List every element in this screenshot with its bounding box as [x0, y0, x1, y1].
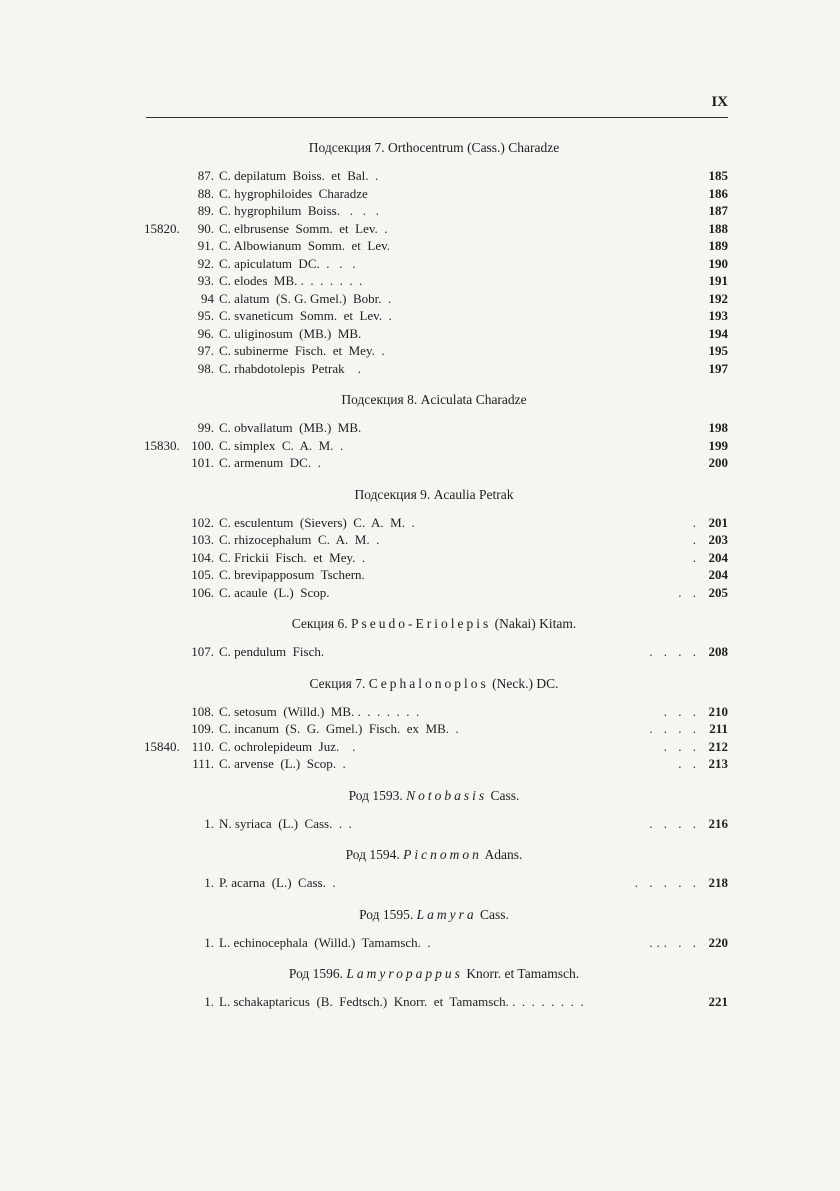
- taxon-name: N. syriaca (L.) Cass. . .: [219, 815, 352, 831]
- heading-prefix: Секция 6.: [291, 616, 351, 631]
- entry-number: 91.: [197, 238, 214, 253]
- list-item: [0, 874, 840, 892]
- heading-prefix: Подсекция 7.: [308, 140, 388, 155]
- list-item: [0, 167, 840, 185]
- list-item: [0, 307, 840, 325]
- entry-list: [0, 934, 840, 952]
- page-reference: 205: [708, 584, 728, 600]
- page-reference: 203: [708, 532, 728, 547]
- entry-number: 106.: [191, 584, 214, 600]
- section-heading: [0, 615, 840, 633]
- section-heading: [0, 906, 840, 924]
- entry-number: 110.: [191, 738, 214, 754]
- entry-number: 100.: [191, 437, 214, 453]
- heading-suffix: Adans.: [481, 847, 523, 862]
- heading-prefix: Род 1594.: [345, 847, 404, 862]
- heading-suffix: Cass.: [487, 787, 520, 803]
- list-item: [0, 325, 840, 343]
- list-item: [0, 815, 840, 833]
- entry-number: 94: [201, 290, 214, 306]
- leader-dots: . . . . .: [634, 875, 700, 890]
- taxon-name: C. ochrolepideum Juz. .: [219, 738, 356, 754]
- list-item: [0, 255, 840, 273]
- page-reference: 220: [708, 934, 728, 950]
- list-item: [0, 437, 840, 455]
- entry-number: 104.: [191, 549, 214, 565]
- heading-prefix: Подсекция 8.: [341, 392, 421, 407]
- taxon-name: C. incanum (S. G. Gmel.) Fisch. ex MB. .: [219, 721, 459, 736]
- list-item: [0, 720, 840, 738]
- list-item: [0, 703, 840, 721]
- entry-number: 93.: [197, 273, 214, 288]
- entry-number: 103.: [191, 532, 214, 547]
- page-reference: 187: [708, 203, 728, 218]
- taxon-name: C. elodes MB. . . . . . . .: [219, 273, 363, 288]
- leader-dots: . . . .: [649, 644, 700, 659]
- entry-number: 87.: [197, 168, 214, 183]
- entry-list: [0, 815, 840, 833]
- entry-number: 109.: [191, 721, 214, 736]
- heading-name: Orthocentrum: [387, 140, 464, 155]
- catalog-number: 15840.: [144, 738, 180, 754]
- heading-name: Pseudo-Eriolepis: [350, 616, 492, 631]
- section-heading: [0, 965, 840, 983]
- heading-name: Lamyropappus: [346, 966, 463, 981]
- heading-name: Picnomon: [403, 847, 482, 862]
- taxon-name: C. rhizocephalum C. A. M. .: [219, 532, 380, 547]
- taxon-name: C. hygrophilum Boiss. . . .: [219, 203, 379, 218]
- entry-number: 1.: [204, 815, 214, 831]
- heading-name: Lamyra: [416, 906, 477, 922]
- taxon-name: C. esculentum (Sievers) C. A. M. .: [219, 514, 415, 530]
- leader-dots: . .: [678, 584, 700, 600]
- entry-number: 97.: [197, 343, 214, 358]
- page-reference: 198: [708, 420, 728, 435]
- entry-number: 1.: [204, 875, 214, 890]
- page-reference: 199: [708, 437, 728, 453]
- entry-number: 105.: [191, 567, 214, 582]
- entry-number: 88.: [197, 185, 214, 201]
- heading-name: Aciculata: [420, 392, 473, 407]
- list-item: [0, 237, 840, 255]
- leader-dots: . .: [678, 756, 700, 771]
- list-item: [0, 290, 840, 308]
- entry-number: 1.: [204, 994, 214, 1009]
- catalog-number: 15820.: [144, 220, 180, 236]
- page-reference: 211: [709, 721, 728, 736]
- page-reference: 191: [708, 273, 728, 288]
- entry-number: 98.: [197, 360, 214, 376]
- list-item: [0, 993, 840, 1011]
- heading-prefix: Род 1595.: [359, 906, 417, 922]
- leader-dots: ... . .: [649, 934, 700, 950]
- heading-suffix: Knorr. et Tamamsch.: [462, 966, 580, 981]
- taxon-name: C. simplex C. A. M. .: [219, 437, 344, 453]
- list-item: [0, 531, 840, 549]
- heading-suffix: Cass.: [476, 906, 509, 922]
- page-reference: 204: [708, 567, 728, 582]
- catalog-number: 15830.: [144, 437, 180, 453]
- taxon-name: C. acaule (L.) Scop.: [219, 584, 330, 600]
- entry-list: [0, 419, 840, 472]
- leader-dots: . . .: [663, 738, 700, 754]
- taxon-name: C. uliginosum (MB.) MB.: [219, 325, 362, 341]
- section-heading: [0, 675, 840, 693]
- page-reference: 212: [708, 738, 728, 754]
- leader-dots: . . . .: [649, 815, 700, 831]
- taxon-name: C. armenum DC. .: [219, 455, 321, 470]
- list-item: [0, 755, 840, 773]
- entry-number: 90.: [197, 220, 214, 236]
- taxon-name: C. hygrophiloides Charadze: [219, 185, 368, 201]
- page-reference: 221: [708, 994, 728, 1009]
- entry-number: 101.: [191, 455, 214, 470]
- entry-number: 1.: [204, 934, 214, 950]
- taxon-name: C. apiculatum DC. . . .: [219, 255, 356, 271]
- heading-prefix: Подсекция 9.: [354, 486, 434, 502]
- page-reference: 190: [708, 255, 728, 271]
- section-heading: [0, 846, 840, 864]
- taxon-name: P. acarna (L.) Cass. .: [219, 875, 336, 890]
- taxon-name: C. depilatum Boiss. et Bal. .: [219, 168, 379, 183]
- list-item: [0, 360, 840, 378]
- section-heading: [0, 787, 840, 805]
- page-reference: 216: [708, 815, 728, 831]
- list-item: [0, 584, 840, 602]
- heading-prefix: Род 1596.: [288, 966, 347, 981]
- leader-dots: .: [692, 514, 700, 530]
- heading-suffix: (Cass.) Charadze: [463, 140, 560, 155]
- list-item: [0, 220, 840, 238]
- list-item: [0, 185, 840, 203]
- list-item: [0, 342, 840, 360]
- section-heading: [0, 486, 840, 504]
- page-reference: 204: [708, 549, 728, 565]
- list-item: [0, 934, 840, 952]
- taxon-name: C. elbrusense Somm. et Lev. .: [219, 220, 388, 236]
- entry-number: 96.: [197, 325, 214, 341]
- taxon-name: C. svaneticum Somm. et Lev. .: [219, 308, 392, 323]
- page-reference: 200: [708, 455, 728, 470]
- entry-list: [0, 643, 840, 661]
- leader-dots: . . .: [663, 703, 700, 719]
- heading-name: Cephalonoplos: [368, 675, 489, 691]
- section-heading: [0, 139, 840, 157]
- taxon-name: C. pendulum Fisch.: [219, 644, 325, 659]
- page-reference: 213: [708, 756, 728, 771]
- page-reference: 197: [708, 360, 728, 376]
- taxon-name: C. alatum (S. G. Gmel.) Bobr. .: [219, 290, 392, 306]
- taxon-name: C. arvense (L.) Scop. .: [219, 756, 346, 771]
- taxon-name: L. schakaptaricus (B. Fedtsch.) Knorr. et Tamamsch. . . . . . . . .: [219, 994, 584, 1009]
- leader-dots: .: [692, 549, 700, 565]
- entry-number: 111.: [192, 756, 214, 771]
- list-item: [0, 272, 840, 290]
- heading-name: Acaulia: [433, 486, 476, 502]
- entry-number: 107.: [191, 644, 214, 659]
- page-reference: 195: [708, 343, 728, 358]
- heading-prefix: Секция 7.: [309, 675, 369, 691]
- taxon-name: C. Frickii Fisch. et Mey. .: [219, 549, 366, 565]
- page-reference: 194: [708, 325, 728, 341]
- leader-dots: . . . .: [649, 721, 700, 736]
- entry-number: 108.: [191, 703, 214, 719]
- list-item: [0, 419, 840, 437]
- leader-dots: .: [692, 532, 700, 547]
- list-item: [0, 643, 840, 661]
- entry-number: 99.: [197, 420, 214, 435]
- entry-list: [0, 703, 840, 773]
- taxon-name: C. Albowianum Somm. et Lev.: [219, 238, 391, 253]
- heading-suffix: Charadze: [472, 392, 527, 407]
- list-item: [0, 454, 840, 472]
- section-heading: [0, 391, 840, 409]
- taxon-name: C. subinerme Fisch. et Mey. .: [219, 343, 385, 358]
- heading-suffix: (Neck.) DC.: [488, 675, 559, 691]
- list-item: [0, 738, 840, 756]
- entry-list: [0, 874, 840, 892]
- entry-list: [0, 993, 840, 1011]
- page-reference: 208: [708, 644, 728, 659]
- entry-number: 95.: [197, 308, 214, 323]
- page-reference: 201: [708, 514, 728, 530]
- page-reference: 189: [708, 238, 728, 253]
- entry-number: 102.: [191, 514, 214, 530]
- heading-prefix: Род 1593.: [348, 787, 407, 803]
- entry-number: 92.: [197, 255, 214, 271]
- page-reference: 218: [708, 875, 728, 890]
- page-reference: 192: [708, 290, 728, 306]
- heading-name: Notobasis: [406, 787, 488, 803]
- list-item: [0, 566, 840, 584]
- entry-number: 89.: [197, 203, 214, 218]
- table-of-contents: [0, 139, 840, 1025]
- taxon-name: L. echinocephala (Willd.) Tamamsch. .: [219, 934, 431, 950]
- page-reference: 210: [708, 703, 728, 719]
- header-rule: [146, 117, 728, 118]
- list-item: [0, 514, 840, 532]
- page-reference: 186: [708, 185, 728, 201]
- list-item: [0, 202, 840, 220]
- page-number: IX: [711, 94, 728, 110]
- taxon-name: C. brevipapposum Tschern.: [219, 567, 365, 582]
- heading-suffix: (Nakai) Kitam.: [491, 616, 577, 631]
- entry-list: [0, 167, 840, 377]
- taxon-name: C. rhabdotolepis Petrak .: [219, 360, 361, 376]
- list-item: [0, 549, 840, 567]
- taxon-name: C. setosum (Willd.) MB. . . . . . . .: [219, 703, 420, 719]
- page-reference: 185: [708, 168, 728, 183]
- page-reference: 193: [708, 308, 728, 323]
- heading-suffix: Petrak: [475, 486, 514, 502]
- entry-list: [0, 514, 840, 602]
- taxon-name: C. obvallatum (MB.) MB.: [219, 420, 362, 435]
- page-reference: 188: [708, 220, 728, 236]
